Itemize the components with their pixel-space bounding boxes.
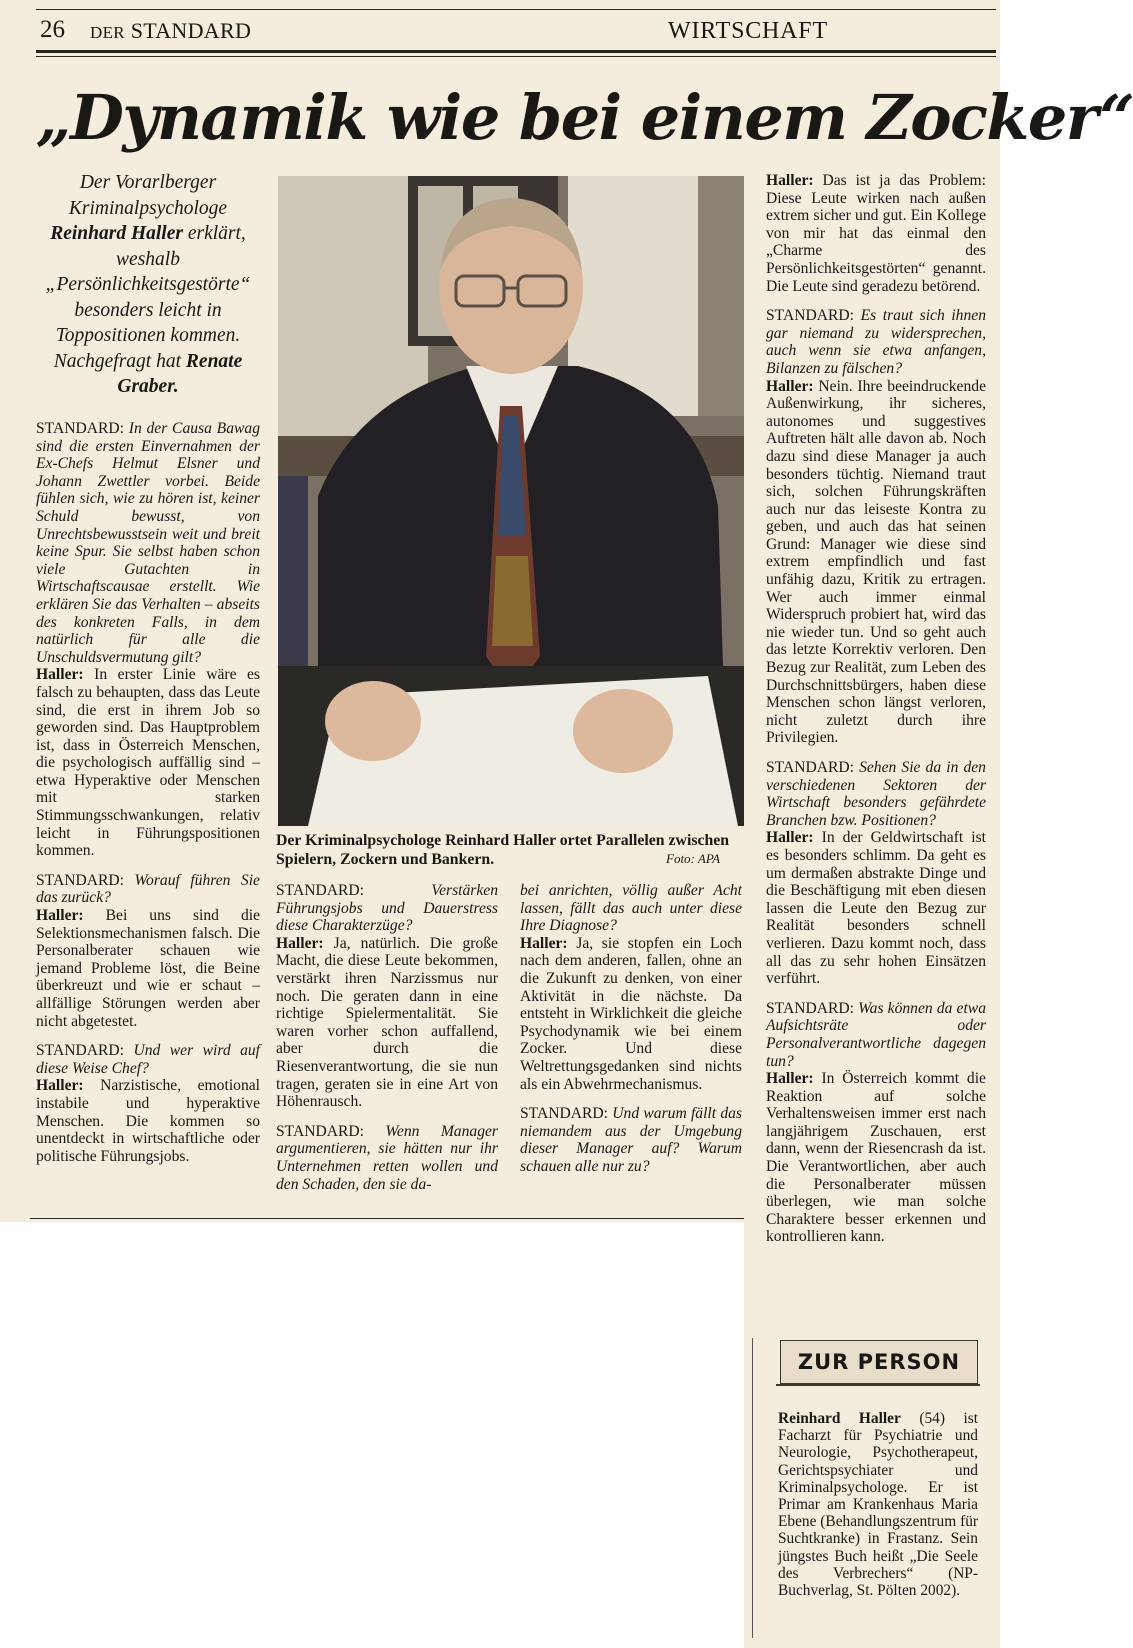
col4-answer-4: Haller: In Österreich kommt die Reaktion auf solche Verhaltensweisen immer erst nach langjährigem Zuschauen, erst dann, wenn der Riesencrash da ist. Die Verantwortlichen, aber auch die Personalberater müssen überlegen, wie man solche Charaktere besser erkennen und kontrollieren kann. — [766, 1070, 986, 1246]
col4-answer-3: Haller: In der Geldwirtschaft ist es besonders schlimm. Da geht es um dermaßen abstrakte Dinge und die Beschäftigung mit eben diesen lassen die Leute den Bezug zur Realität besonders schnell verlieren. Dazu kommt noch, dass all das zu sehr hohen Einsätzen verführt. — [766, 829, 986, 988]
article-headline: „Dynamik wie bei einem Zocker“ — [36, 81, 1133, 154]
zur-person-name: Reinhard Haller — [778, 1410, 901, 1427]
bottom-rule — [30, 1218, 744, 1219]
zur-person-text — [778, 1410, 978, 1599]
col4-question-3: STANDARD: Sehen Sie da in den verschiedenen Sektoren der Wirtschaft besonders gefährdete Branchen bzw. Positionen? — [766, 759, 986, 829]
col4-answer-1: Haller: Das ist ja das Problem: Diese Leute wirken nach außen extrem sicher und gut. Ein Kollege von mir hat das einmal den „Charme des Persönlichkeitsgestörten“ genannt. Die Leute sind geradezu betörend. — [766, 172, 987, 295]
column-2 — [276, 882, 498, 1205]
col3-question-1-cont: bei anrichten, völlig außer Acht lassen, fällt das auch unter diese Ihre Diagnose? — [520, 882, 742, 935]
newspaper-name-main: STANDARD — [130, 18, 252, 43]
col1-question-1: STANDARD: In der Causa Bawag sind die ersten Einvernahmen der Ex-Chefs Helmut Elsner und Johann Zwettler vorbei. Beide fühlen sich, wie zu hören ist, keiner Schuld bewusst, von Unrechtsbewusstsein weit und breit keine Spur. Sie selbst haben schon viele Gutachten in Wirtschaftscausae erstellt. Wie erklären Sie das Verhalten – abseits des konkreten Falls, in dem natürlich für alle die Unschuldsvermutung gilt? — [36, 420, 260, 666]
zur-person-bio: (54) ist Facharzt für Psychiatrie und Neurologie, Psychotherapeut, Gerichtspsychiater und Kriminalpsychologe. Er ist Primar am Krankenhaus Maria Ebene (Behandlungszentrum für Suchtkranke) in Frastanz. Sein jüngstes Buch heißt „Die Seele des Verbrechers“ (NP-Buchverlag, St. Pölten 2002). — [778, 1410, 979, 1600]
column-3 — [520, 882, 742, 1188]
photo-credit: Foto: APA — [666, 851, 721, 866]
speaker-standard: STANDARD: — [36, 420, 124, 437]
col4-question-2: STANDARD: Es traut sich ihnen gar niemand zu widersprechen, auch wenn sie etwa anfangen, Bilanzen zu fälschen? — [766, 307, 986, 377]
col4-answer-2: Haller: Nein. Ihre beeindruckende Außenwirkung, ihr sicheres, autonomes und suggestives Auftreten hält alle davon ab. Noch dazu sind diese Manager ja auch besonders tüchtig. Niemand traut sich, solchen Führungskräften auch nur das leiseste Kontra zu geben, und auch das hat seinen Grund: Manager wie diese sind extrem empfindlich und fast unfähig dazu, Kritik zu ertragen. Wer auch immer einmal Widerspruch probiert hat, wird das nie wieder tun. Und so geht auch das letzte Korrektiv verloren. Den Bezug zur Realität, zum Leben des Durchschnittsbürgers, haben diese Menschen schon längst verloren, nicht zuletzt durch ihre Privilegien. — [766, 377, 986, 747]
header-rule-top — [36, 9, 996, 10]
header-rule-bottom-thin — [36, 56, 996, 57]
article-lead — [38, 170, 258, 400]
box-side-rule — [752, 1338, 753, 1638]
newspaper-name — [90, 18, 251, 44]
zur-person-title-rule — [776, 1384, 980, 1386]
newspaper-name-prefix: DER — [90, 23, 125, 42]
col4-question-4: STANDARD: Was können da etwa Aufsichtsräte oder Personalverantwortliche dagegen tun? — [766, 999, 986, 1070]
col1-question-3: STANDARD: Und wer wird auf diese Weise Chef? — [36, 1042, 260, 1077]
col3-question-2: STANDARD: Und warum fällt das niemandem aus der Umgebung dieser Manager auf? Warum schauen alle nur zu? — [520, 1105, 742, 1175]
col1-answer-2: Haller: Bei uns sind die Selektionsmechanismen falsch. Die Personalberater schauen wie jemand Probleme löst, die Beine überkreuzt und wie er schaut – allfällige Störungen werden aber nicht abgetestet. — [36, 907, 260, 1030]
lead-author: Renate Graber. — [117, 350, 243, 397]
col2-question-1: STANDARD: Verstärken Führungsjobs und Dauerstress diese Charakterzüge? — [276, 882, 498, 935]
col1-answer-3: Haller: Narzistische, emotional instabile und hyperaktive Menschen. Die kommen so unentdeckt in wirtschaftliche oder politische Führungsjobs. — [36, 1077, 260, 1165]
column-4 — [766, 172, 986, 1258]
page-number: 26 — [40, 16, 65, 43]
lead-part2: erklärt, weshalb „Persönlichkeitsgestörte“ besonders leicht in Toppositionen kommen. Nachgefragt hat — [45, 223, 251, 372]
col1-answer-1: Haller: In erster Linie wäre es falsch zu behaupten, dass das Leute sind, die erst in ihrem Job so geworden sind. Das Hauptproblem ist, dass in Österreich Menschen, die psychologisch auffällig sind – etwa Hyperaktive oder Menschen mit starken Stimmungsschwankungen, relativ leicht in Führungspositionen kommen. — [36, 666, 260, 860]
lead-name: Reinhard Haller — [50, 223, 183, 244]
lead-part1: Der Vorarlberger Kriminalpsychologe — [68, 172, 228, 219]
col2-answer-1: Haller: Ja, natürlich. Die große Macht, die diese Leute bekommen, verstärkt ihren Narzissmus nur noch. Die geraten dann in eine richtige Spielermentalität. Sie waren vorher schon auffallend, aber durch die Riesenverantwortung, die sie nun tragen, geraten sie in eine Art von Höhenrausch. — [276, 934, 498, 1111]
col3-answer-1: Haller: Ja, sie stopfen ein Loch nach dem anderen, fallen, ohne an die Zukunft zu denken, von einer Aktivität in die nächste. Da entsteht in Wirklichkeit die gleiche Psychodynamik wie bei einem Zocker. Und diese Weltrettungsgedanken sind nichts als ein Abwehrmechanismus. — [520, 934, 742, 1093]
section-title: WIRTSCHAFT — [668, 18, 828, 44]
col2-question-2: STANDARD: Wenn Manager argumentieren, sie hätten nur ihr Unternehmen retten wollen und den Schaden, den sie da- — [276, 1122, 498, 1193]
column-1 — [36, 420, 260, 1177]
portrait-illustration — [278, 176, 744, 826]
col1-question-2: STANDARD: Worauf führen Sie das zurück? — [36, 871, 260, 907]
speaker-haller: Haller: — [36, 666, 84, 684]
portrait-photo — [278, 176, 744, 826]
photo-caption: Der Kriminalpsychologe Reinhard Haller ortet Parallelen zwischen Spielern, Zockern und Bankern. — [276, 832, 730, 868]
header-rule-bottom — [36, 50, 996, 53]
zur-person-title: ZUR PERSON — [780, 1340, 978, 1384]
